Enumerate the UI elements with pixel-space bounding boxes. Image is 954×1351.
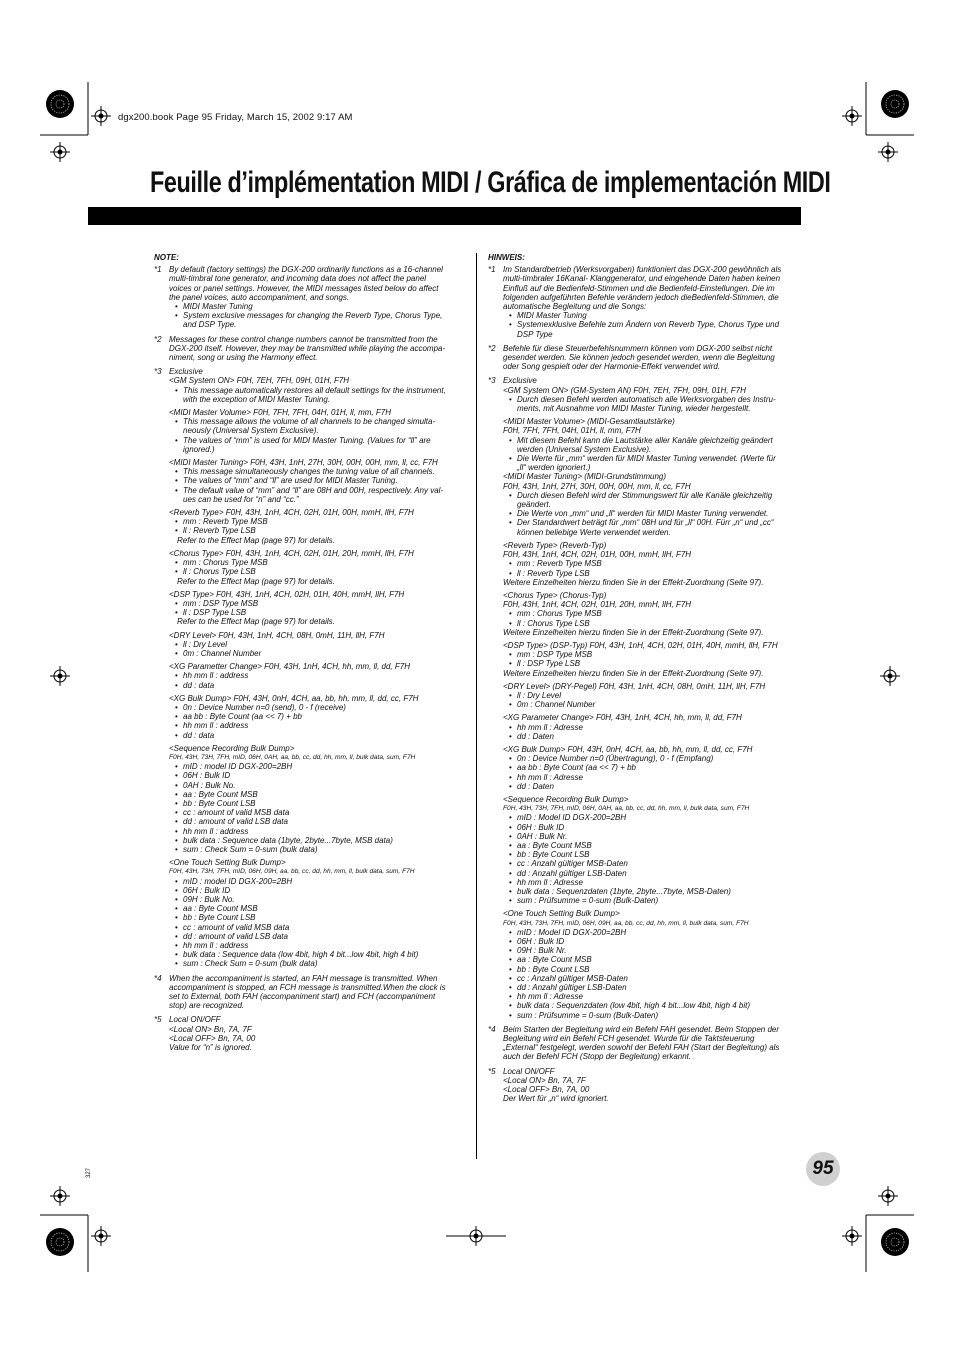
bullet-item: • 06H : Bulk ID	[169, 771, 472, 780]
message-header: <DSP Type> (DSP-Typ) F0H, 43H, 1nH, 4CH, 02H, 01H, 40H, mmH, llH, F7H	[503, 640, 778, 650]
bullet-item: • 0m : Channel Number	[503, 700, 806, 709]
footnote-number: *4	[488, 1024, 496, 1034]
bullet-item: • sum : Check Sum = 0-sum (bulk data)	[169, 959, 472, 968]
bullet-item: • This message allows the volume of all channels to be changed simulta-	[169, 417, 472, 426]
message-header: <DSP Type> F0H, 43H, 1nH, 4CH, 02H, 01H, 40H, mmH, llH, F7H	[169, 589, 405, 599]
text-line: Exclusive	[169, 367, 203, 377]
bullet-item: • mm : DSP Type MSB	[503, 650, 806, 659]
bullet-item: • sum : Check Sum = 0-sum (bulk data)	[169, 845, 472, 854]
bullet-item: • aa bb : Byte Count (aa << 7) + bb	[503, 763, 806, 772]
title-bar	[88, 207, 801, 225]
bullet-item: • This message simultaneously changes the tuning value of all channels.	[169, 467, 472, 476]
text-line: Refer to the Effect Map (page 97) for details.	[177, 576, 335, 586]
bullet-item: • mID : model ID DGX-200=2BH	[169, 877, 472, 886]
message-bytes: F0H, 43H, 1nH, 4CH, 02H, 01H, 20H, mmH, llH, F7H	[503, 600, 692, 610]
text-line: werden (Universal System Exclusive).	[517, 444, 652, 454]
text-line: multi-timbraler 16Kanal- Klanggenerator, und eingehende Daten haben keinen	[503, 274, 781, 284]
bullet-item: • dd : Anzahl gültiger LSB-Daten	[503, 869, 806, 878]
text-line: folgenden aufgeführten Befehle verändern jedoch dieBedienfeld-Stimmen, die	[503, 292, 779, 302]
bullet-item: • cc : Anzahl gültiger MSB-Daten	[503, 974, 806, 983]
message-header: <DRY Level> F0H, 43H, 1nH, 4CH, 08H, 0mH, 11H, llH, F7H	[169, 630, 385, 640]
bullet-item: • dd : amount of valid LSB data	[169, 817, 472, 826]
text-line: <Local ON> Bn, 7A, 7F	[503, 1075, 586, 1085]
bullet-item: • Durch diesen Befehl wird der Stimmungswert für alle Kanäle gleichzeitig	[503, 491, 806, 500]
bullet-item: • 0m : Channel Number	[169, 649, 472, 658]
text-line: with the exception of MIDI Master Tuning.	[183, 394, 331, 404]
text-line: gesendet werden. Sie können jedoch gesendet werden, wenn die Begleitung	[503, 353, 775, 363]
footnote-number: *5	[488, 1066, 496, 1076]
footnote-number: *3	[154, 367, 162, 377]
bullet-item: • 0AH : Bulk No.	[169, 781, 472, 790]
bullet-item: • bulk data : Sequence data (1byte, 2byte...7byte, MSB data)	[169, 836, 472, 845]
bullet-item: • bb : Byte Count LSB	[503, 965, 806, 974]
bullet-item: • ll : Dry Level	[503, 691, 806, 700]
bullet-item: • aa : Byte Count MSB	[169, 790, 472, 799]
text-line: multi-timbral tone generator, and incoming data does not affect the panel	[169, 274, 427, 284]
bullet-item: • ll : DSP Type LSB	[503, 659, 806, 668]
message-header: <DRY Level> (DRY-Pegel) F0H, 43H, 1nH, 4CH, 08H, 0mH, 11H, llH, F7H	[503, 681, 766, 691]
bullet-item: • Die Werte für „mm“ werden für MIDI Master Tuning verwendet. (Werte für	[503, 454, 806, 463]
message-header: <MIDI Master Volume> (MIDI-Gesamtlautstärke)	[503, 417, 675, 427]
message-bytes: F0H, 43H, 73H, 7FH, mID, 06H, 0AH, aa, bb, cc, dd, hh, mm, ll, bulk data, sum, F7H	[169, 753, 416, 761]
bullet-item: • dd : Daten	[503, 782, 806, 791]
text-line: <Local OFF> Bn, 7A, 00	[503, 1085, 590, 1095]
message-header: <Sequence Recording Bulk Dump>	[169, 743, 295, 753]
bullet-item: • aa : Byte Count MSB	[503, 955, 806, 964]
bullet-item: • hh mm ll : Adresse	[503, 878, 806, 887]
message-header: <GM System ON> (GM-System AN) F0H, 7EH, 7FH, 09H, 01H, F7H	[503, 385, 746, 395]
text-line: By default (factory settings) the DGX-200 ordinarily functions as a 16-channel	[169, 265, 443, 275]
left-column	[154, 253, 472, 1052]
bullet-item: • Die Werte von „mm“ und „ll“ werden für MIDI Master Tuning verwendet.	[503, 509, 806, 518]
bullet-item: • dd : data	[169, 731, 472, 740]
text-line: When the accompaniment is started, an FAH message is transmitted. When	[169, 973, 438, 983]
bullet-item: • aa : Byte Count MSB	[169, 904, 472, 913]
message-bytes: F0H, 43H, 73H, 7FH, mID, 06H, 09H, aa, bb, cc, dd, hh, mm, ll, bulk data, sum, F7H	[503, 919, 749, 927]
bullet-item: • hh mm ll : address	[169, 671, 472, 680]
message-header: <XG Bulk Dump> F0H, 43H, 0nH, 4CH, aa, bb, hh, mm, ll, dd, cc, F7H	[503, 744, 753, 754]
text-line: Beim Starten der Begleitung wird ein Befehl FAH gesendet. Beim Stoppen der	[503, 1024, 780, 1034]
text-line: the panel voices, auto accompaniment, and songs.	[169, 292, 350, 302]
page-number: 95	[812, 1158, 834, 1179]
text-line: <Local OFF> Bn, 7A, 00	[169, 1033, 256, 1043]
bullet-item: • bulk data : Sequence data (low 4bit, high 4 bit...low 4bit, high 4 bit)	[169, 950, 472, 959]
bullet-item: • 06H : Bulk ID	[169, 886, 472, 895]
bullet-item: • 06H : Bulk ID	[503, 937, 806, 946]
bullet-item: • ll : Reverb Type LSB	[169, 526, 472, 535]
bullet-item: • hh mm ll : address	[169, 827, 472, 836]
message-header: <GM System ON> F0H, 7EH, 7FH, 09H, 01H, F7H	[169, 376, 350, 386]
bullet-item: • System exclusive messages for changing the Reverb Type, Chorus Type,	[169, 311, 472, 320]
text-line: Weitere Einzelheiten hierzu finden Sie in der Effekt-Zuordnung (Seite 97).	[503, 627, 764, 637]
bullet-item: • 09H : Bulk No.	[169, 895, 472, 904]
bullet-item: • ll : Chorus Type LSB	[169, 567, 472, 576]
message-header: <Chorus Type> F0H, 43H, 1nH, 4CH, 02H, 01H, 20H, mmH, llH, F7H	[169, 548, 414, 558]
text-line: ments, mit Ausnahme von MIDI Master Tuning, wieder hergestellt.	[517, 404, 751, 414]
bullet-item: • hh mm ll : Adresse	[503, 992, 806, 1001]
footnote-1	[488, 265, 806, 339]
text-line: Refer to the Effect Map (page 97) for details.	[177, 535, 335, 545]
column-divider	[476, 253, 477, 1159]
text-line: Einfluß auf die Bedienfeld-Stimmen und die Bedienfeld-Einstellungen. Die im	[503, 283, 775, 293]
message-header: <MIDI Master Tuning> F0H, 43H, 1nH, 27H, 30H, 00H, 00H, mm, ll, cc, F7H	[169, 458, 438, 468]
message-header: <Chorus Type> (Chorus-Typ)	[503, 590, 607, 600]
message-header: <MIDI Master Volume> F0H, 7FH, 7FH, 04H, 01H, ll, mm, F7H	[169, 408, 391, 418]
footnote-4	[488, 1025, 806, 1062]
text-line: accompaniment is stopped, an FCH message is transmitted.When the clock is	[169, 982, 446, 992]
text-line: Der Wert für „n“ wird ignoriert.	[503, 1094, 609, 1104]
bullet-item: • Durch diesen Befehl werden automatisch alle Werksvorgaben des Instru-	[503, 395, 806, 404]
text-line: ues can be used for “n” and “cc.”	[183, 494, 299, 504]
page-title: Feuille d’implémentation MIDI / Gráfica de implementación MIDI	[150, 166, 831, 199]
text-line: ignored.)	[183, 444, 215, 454]
bullet-item: • sum : Prüfsumme = 0-sum (Bulk-Daten)	[503, 896, 806, 905]
bullet-item: • Mit diesem Befehl kann die Lautstärke aller Kanäle gleichzeitig geändert	[503, 436, 806, 445]
bullet-item: • hh mm ll : Adresse	[503, 723, 806, 732]
text-line: oder Song gespielt oder der Harmonie-Effekt verwendet wird.	[503, 362, 720, 372]
bullet-item: • mID : Model ID DGX-200=2BH	[503, 928, 806, 937]
right-column	[488, 253, 806, 1103]
bullet-item: • Systemexklusive Befehle zum Ändern von Reverb Type, Chorus Type und	[503, 320, 806, 329]
bullet-item: • hh mm ll : address	[169, 941, 472, 950]
message-header: <MIDI Master Tuning> (MIDI-Grundstimmung)	[503, 472, 667, 482]
footnote-number: *1	[154, 265, 162, 275]
bullet-item: • cc : amount of valid MSB data	[169, 923, 472, 932]
text-line: DSP Type	[517, 329, 553, 339]
bullet-item: • cc : Anzahl gültiger MSB-Daten	[503, 859, 806, 868]
text-line: Value for “n” is ignored.	[169, 1043, 252, 1053]
footnote-number: *2	[488, 343, 496, 353]
footnote-3	[488, 376, 806, 1019]
message-header: <Reverb Type> (Reverb-Typ)	[503, 540, 607, 550]
message-bytes: F0H, 43H, 1nH, 4CH, 02H, 01H, 00H, mmH, llH, F7H	[503, 550, 692, 560]
bullet-item: • bb : Byte Count LSB	[169, 799, 472, 808]
message-bytes: F0H, 43H, 73H, 7FH, mID, 06H, 09H, aa, bb, cc, dd, hh, mm, ll, bulk data, sum, F7H	[169, 868, 415, 876]
text-line: automatische Begleitung und die Songs:	[503, 302, 647, 312]
bullet-item: • dd : Anzahl gültiger LSB-Daten	[503, 983, 806, 992]
bullet-item: • aa : Byte Count MSB	[503, 841, 806, 850]
message-header: <XG Parametter Change> F0H, 43H, 1nH, 4CH, hh, mm, ll, dd, F7H	[169, 662, 410, 672]
bullet-item: • Der Standardwert beträgt für „mm“ 08H und für „ll“ 00H. Fürr „n“ und „cc“	[503, 518, 806, 527]
footnote-number: *2	[154, 334, 162, 344]
text-line: „ll“ werden ignoriert.)	[517, 463, 591, 473]
message-header: <Sequence Recording Bulk Dump>	[503, 794, 629, 804]
text-line: DGX-200 itself. However, they may be transmitted while playing the accompa-	[169, 343, 446, 353]
footnote-4	[154, 974, 472, 1011]
text-line: Local ON/OFF	[169, 1015, 221, 1025]
side-number: 327	[86, 1167, 92, 1178]
bullet-item: • mm : Reverb Type MSB	[169, 517, 472, 526]
bullet-item: • mm : Chorus Type MSB	[169, 558, 472, 567]
bullet-item: • MIDI Master Tuning	[169, 302, 472, 311]
bullet-item: • ll : DSP Type LSB	[169, 608, 472, 617]
bullet-item: • ll : Chorus Type LSB	[503, 619, 806, 628]
text-line: geändert.	[517, 500, 551, 510]
bullet-item: • bb : Byte Count LSB	[169, 913, 472, 922]
bullet-item: • bulk data : Sequenzdaten (1byte, 2byte...7byte, MSB-Daten)	[503, 887, 806, 896]
text-line: neously (Universal System Exclusive).	[183, 426, 319, 436]
text-line: voices or panel settings. However, the MIDI messages listed below do affect	[169, 283, 439, 293]
bullet-item: • 09H : Bulk Nr.	[503, 946, 806, 955]
text-line: stop) are recognized.	[169, 1001, 245, 1011]
footnote-2	[488, 344, 806, 372]
bullet-item: • cc : amount of valid MSB data	[169, 808, 472, 817]
text-line: auch der Befehl FCH (Stopp der Begleitung) erkannt.	[503, 1052, 692, 1062]
text-line: Begleitung wird ein Befehl FCH gesendet. Wurde für die Taktsteuerung	[503, 1034, 755, 1044]
message-header: <XG Parameter Change> F0H, 43H, 1nH, 4CH, hh, mm, ll, dd, F7H	[503, 713, 742, 723]
bullet-item: • ll : Dry Level	[169, 640, 472, 649]
footnote-2	[154, 335, 472, 363]
book-header-info: dgx200.book Page 95 Friday, March 15, 2002 9:17 AM	[118, 112, 353, 123]
text-line: Weitere Einzelheiten hierzu finden Sie in der Effekt-Zuordnung (Seite 97).	[503, 577, 764, 587]
bullet-item: • mID : model ID DGX-200=2BH	[169, 762, 472, 771]
text-line: and DSP Type.	[183, 320, 237, 330]
bullet-item: • mm : Chorus Type MSB	[503, 609, 806, 618]
bullet-item: • dd : amount of valid LSB data	[169, 932, 472, 941]
bullet-item: • The values of “mm” and “ll” are used for MIDI Master Tuning.	[169, 476, 472, 485]
bullet-item: • This message automatically restores all default settings for the instrument,	[169, 386, 472, 395]
bullet-item: • 0AH : Bulk Nr.	[503, 832, 806, 841]
text-line: Befehle für diese Steuerbefehlsnummern können vom DGX-200 selbst nicht	[503, 343, 773, 353]
message-bytes: F0H, 43H, 1nH, 27H, 30H, 00H, 00H, mm, ll, cc, F7H	[503, 481, 691, 491]
note-label: NOTE:	[154, 253, 179, 262]
bullet-item: • mm : DSP Type MSB	[169, 599, 472, 608]
message-header: <XG Bulk Dump> F0H, 43H, 0nH, 4CH, aa, bb, hh, mm, ll, dd, cc, F7H	[169, 693, 419, 703]
text-line: set to External, both FAH (accompaniment start) and FCH (accompaniment	[169, 992, 436, 1002]
footnote-1	[154, 265, 472, 329]
text-line: Im Standardbetrieb (Werksvorgaben) funktioniert das DGX-200 gewöhnlich als	[503, 265, 782, 275]
bullet-item: • MIDI Master Tuning	[503, 311, 806, 320]
message-bytes: F0H, 43H, 73H, 7FH, mID, 06H, 0AH, aa, bb, cc, dd, hh, mm, ll, bulk data, sum, F7H	[503, 805, 750, 813]
text-line: Weitere Einzelheiten hierzu finden Sie in der Effekt-Zuordnung (Seite 97).	[503, 668, 764, 678]
bullet-item: • mID : Model ID DGX-200=2BH	[503, 813, 806, 822]
bullet-item: • aa bb : Byte Count (aa << 7) + bb	[169, 712, 472, 721]
message-header: <One Touch Setting Bulk Dump>	[169, 858, 286, 868]
bullet-item: • dd : data	[169, 681, 472, 690]
bullet-item: • 06H : Bulk ID	[503, 823, 806, 832]
bullet-item: • mm : Reverb Type MSB	[503, 559, 806, 568]
text-line: Refer to the Effect Map (page 97) for details.	[177, 617, 335, 627]
bullet-item: • dd : Daten	[503, 732, 806, 741]
bullet-item: • bb : Byte Count LSB	[503, 850, 806, 859]
bullet-item: • ll : Reverb Type LSB	[503, 569, 806, 578]
text-line: Local ON/OFF	[503, 1066, 555, 1076]
footnote-5	[488, 1067, 806, 1104]
hinweis-label: HINWEIS:	[488, 253, 525, 262]
text-line: können beliebige Werte verwendet werden.	[517, 527, 671, 537]
text-line: <Local ON> Bn, 7A, 7F	[169, 1024, 252, 1034]
message-header: <Reverb Type> F0H, 43H, 1nH, 4CH, 02H, 01H, 00H, mmH, llH, F7H	[169, 508, 414, 518]
footnote-number: *4	[154, 973, 162, 983]
bullet-item: • bulk data : Sequenzdaten (low 4bit, high 4 bit...low 4bit, high 4 bit)	[503, 1001, 806, 1010]
footnote-5	[154, 1015, 472, 1052]
bullet-item: • The default value of “mm” and “ll” are 08H and 00H, respectively. Any val-	[169, 486, 472, 495]
footnote-number: *1	[488, 265, 496, 275]
text-line: „External“ festgelegt, werden sowohl der Befehl FAH (Start der Begleitung) als	[503, 1043, 780, 1053]
bullet-item: • hh mm ll : Adresse	[503, 773, 806, 782]
message-bytes: F0H, 7FH, 7FH, 04H, 01H, ll, mm, F7H	[503, 426, 641, 436]
message-header: <One Touch Setting Bulk Dump>	[503, 909, 620, 919]
bullet-item: • hh mm ll : address	[169, 721, 472, 730]
footnote-number: *3	[488, 376, 496, 386]
page-number-badge	[806, 1152, 840, 1186]
footnote-number: *5	[154, 1015, 162, 1025]
text-line: Exclusive	[503, 376, 537, 386]
bullet-item: • The values of “mm” is used for MIDI Master Tuning. (Values for “ll” are	[169, 436, 472, 445]
text-line: niment, song or using the Harmony effect.	[169, 353, 318, 363]
bullet-item: • 0n : Device Number n=0 (send), 0 - f (receive)	[169, 703, 472, 712]
footnote-3	[154, 367, 472, 968]
text-line: Messages for these control change numbers cannot be transmitted from the	[169, 334, 438, 344]
bullet-item: • sum : Prüfsumme = 0-sum (Bulk-Daten)	[503, 1011, 806, 1020]
bullet-item: • 0n : Device Number n=0 (Übertragung), 0 - f (Empfang)	[503, 754, 806, 763]
